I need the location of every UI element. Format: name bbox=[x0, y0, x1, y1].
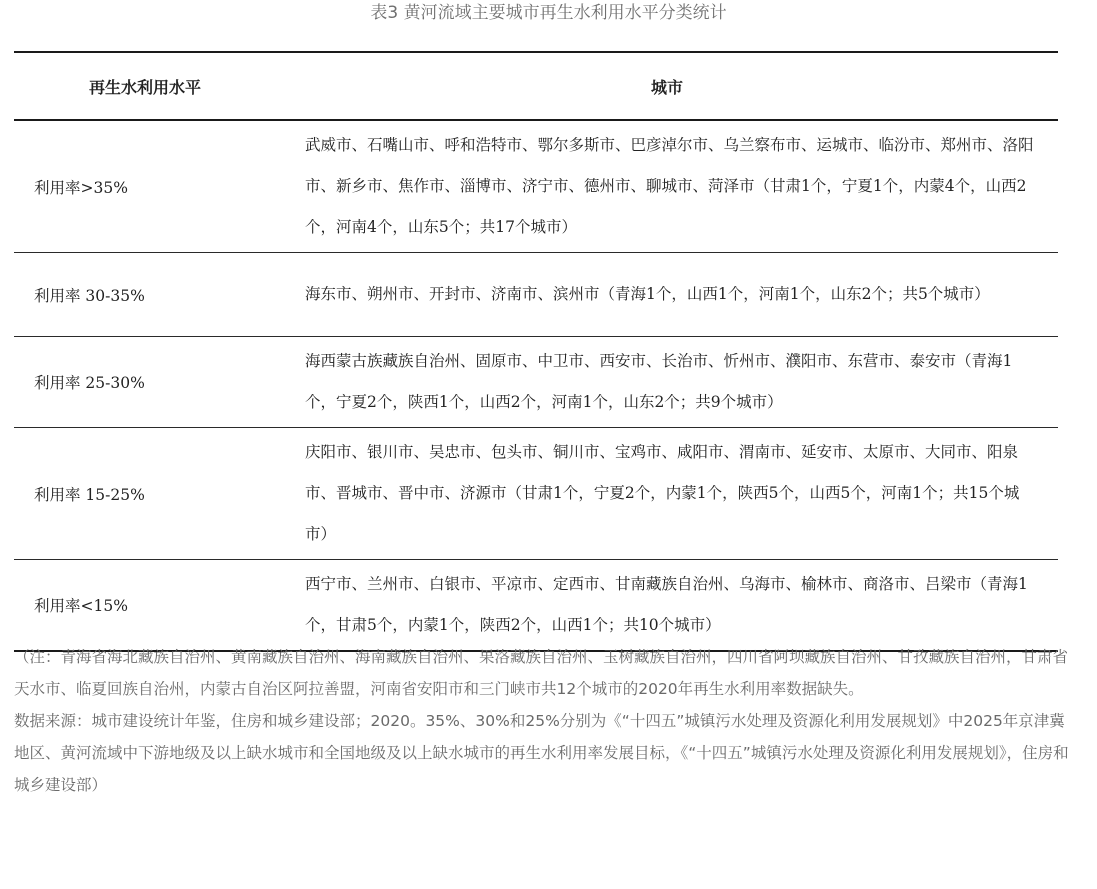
row-level: 利用率 25-30% bbox=[34, 374, 145, 392]
table-caption: 表3 黄河流域主要城市再生水利用水平分类统计 bbox=[370, 3, 727, 23]
table-row bbox=[14, 120, 1058, 253]
table-row bbox=[14, 560, 1058, 652]
reuse-level-table-container bbox=[14, 51, 1058, 652]
table-body bbox=[14, 120, 1058, 651]
row-cities: 海西蒙古族藏族自治州、固原市、中卫市、西安市、长治市、忻州市、濮阳市、东营市、泰安市（青海1个，宁夏2个，陕西1个，山西2个，河南1个，山东2个；共9个城市） bbox=[305, 352, 1013, 411]
header-reuse-level: 再生水利用水平 bbox=[88, 77, 201, 97]
table-header bbox=[14, 52, 1058, 120]
table-row bbox=[14, 337, 1058, 428]
table-notes bbox=[14, 641, 1078, 801]
row-cities: 庆阳市、银川市、吴忠市、包头市、铜川市、宝鸡市、咸阳市、渭南市、延安市、太原市、大同市、阳泉市、晋城市、晋中市、济源市（甘肃1个，宁夏2个，内蒙1个，陕西5个，山西5个，河南1个；共15个城市） bbox=[305, 443, 1020, 543]
row-level: 利用率>35% bbox=[34, 178, 128, 197]
row-level: 利用率 30-35% bbox=[34, 286, 145, 305]
row-level: 利用率<15% bbox=[34, 597, 128, 615]
row-cities: 西宁市、兰州市、白银市、平凉市、定西市、甘南藏族自治州、乌海市、榆林市、商洛市、吕梁市（青海1个，甘肃5个，内蒙1个，陕西2个，山西1个；共10个城市） bbox=[305, 575, 1028, 634]
header-cities: 城市 bbox=[650, 77, 683, 97]
row-level: 利用率 15-25% bbox=[34, 485, 145, 504]
row-cities: 海东市、朔州市、开封市、济南市、滨州市（青海1个，山西1个，河南1个，山东2个；共5个城市） bbox=[305, 285, 990, 303]
row-cities: 武威市、石嘴山市、呼和浩特市、鄂尔多斯市、巴彦淖尔市、乌兰察布市、运城市、临汾市、郑州市、洛阳市、新乡市、焦作市、淄博市、济宁市、德州市、聊城市、菏泽市（甘肃1个，宁夏1个，内蒙4个，山西2个，河南4个，山东5个；共17个城市） bbox=[305, 136, 1034, 236]
reuse-level-table bbox=[14, 51, 1058, 652]
data-source-note: 数据来源：城市建设统计年鉴，住房和城乡建设部；2020。35%、30%和25%分别为《“十四五”城镇污水处理及资源化利用发展规划》中2025年京津冀地区、黄河流域中下游地级及以上缺水城市和全国地级及以上缺水城市的再生水利用率发展目标，《“十四五”城镇污水处理及资源化利用发展规划》，住房和城乡建设部） bbox=[14, 712, 1069, 794]
header-row bbox=[14, 52, 1058, 120]
table-row bbox=[14, 253, 1058, 337]
missing-data-note: （注：青海省海北藏族自治州、黄南藏族自治州、海南藏族自治州、果洛藏族自治州、玉树藏族自治州，四川省阿坝藏族自治州、甘孜藏族自治州，甘肃省天水市、临夏回族自治州，内蒙古自治区阿拉善盟，河南省安阳市和三门峡市共12个城市的2020年再生水利用率数据缺失。 bbox=[14, 648, 1069, 698]
table-row bbox=[14, 428, 1058, 560]
